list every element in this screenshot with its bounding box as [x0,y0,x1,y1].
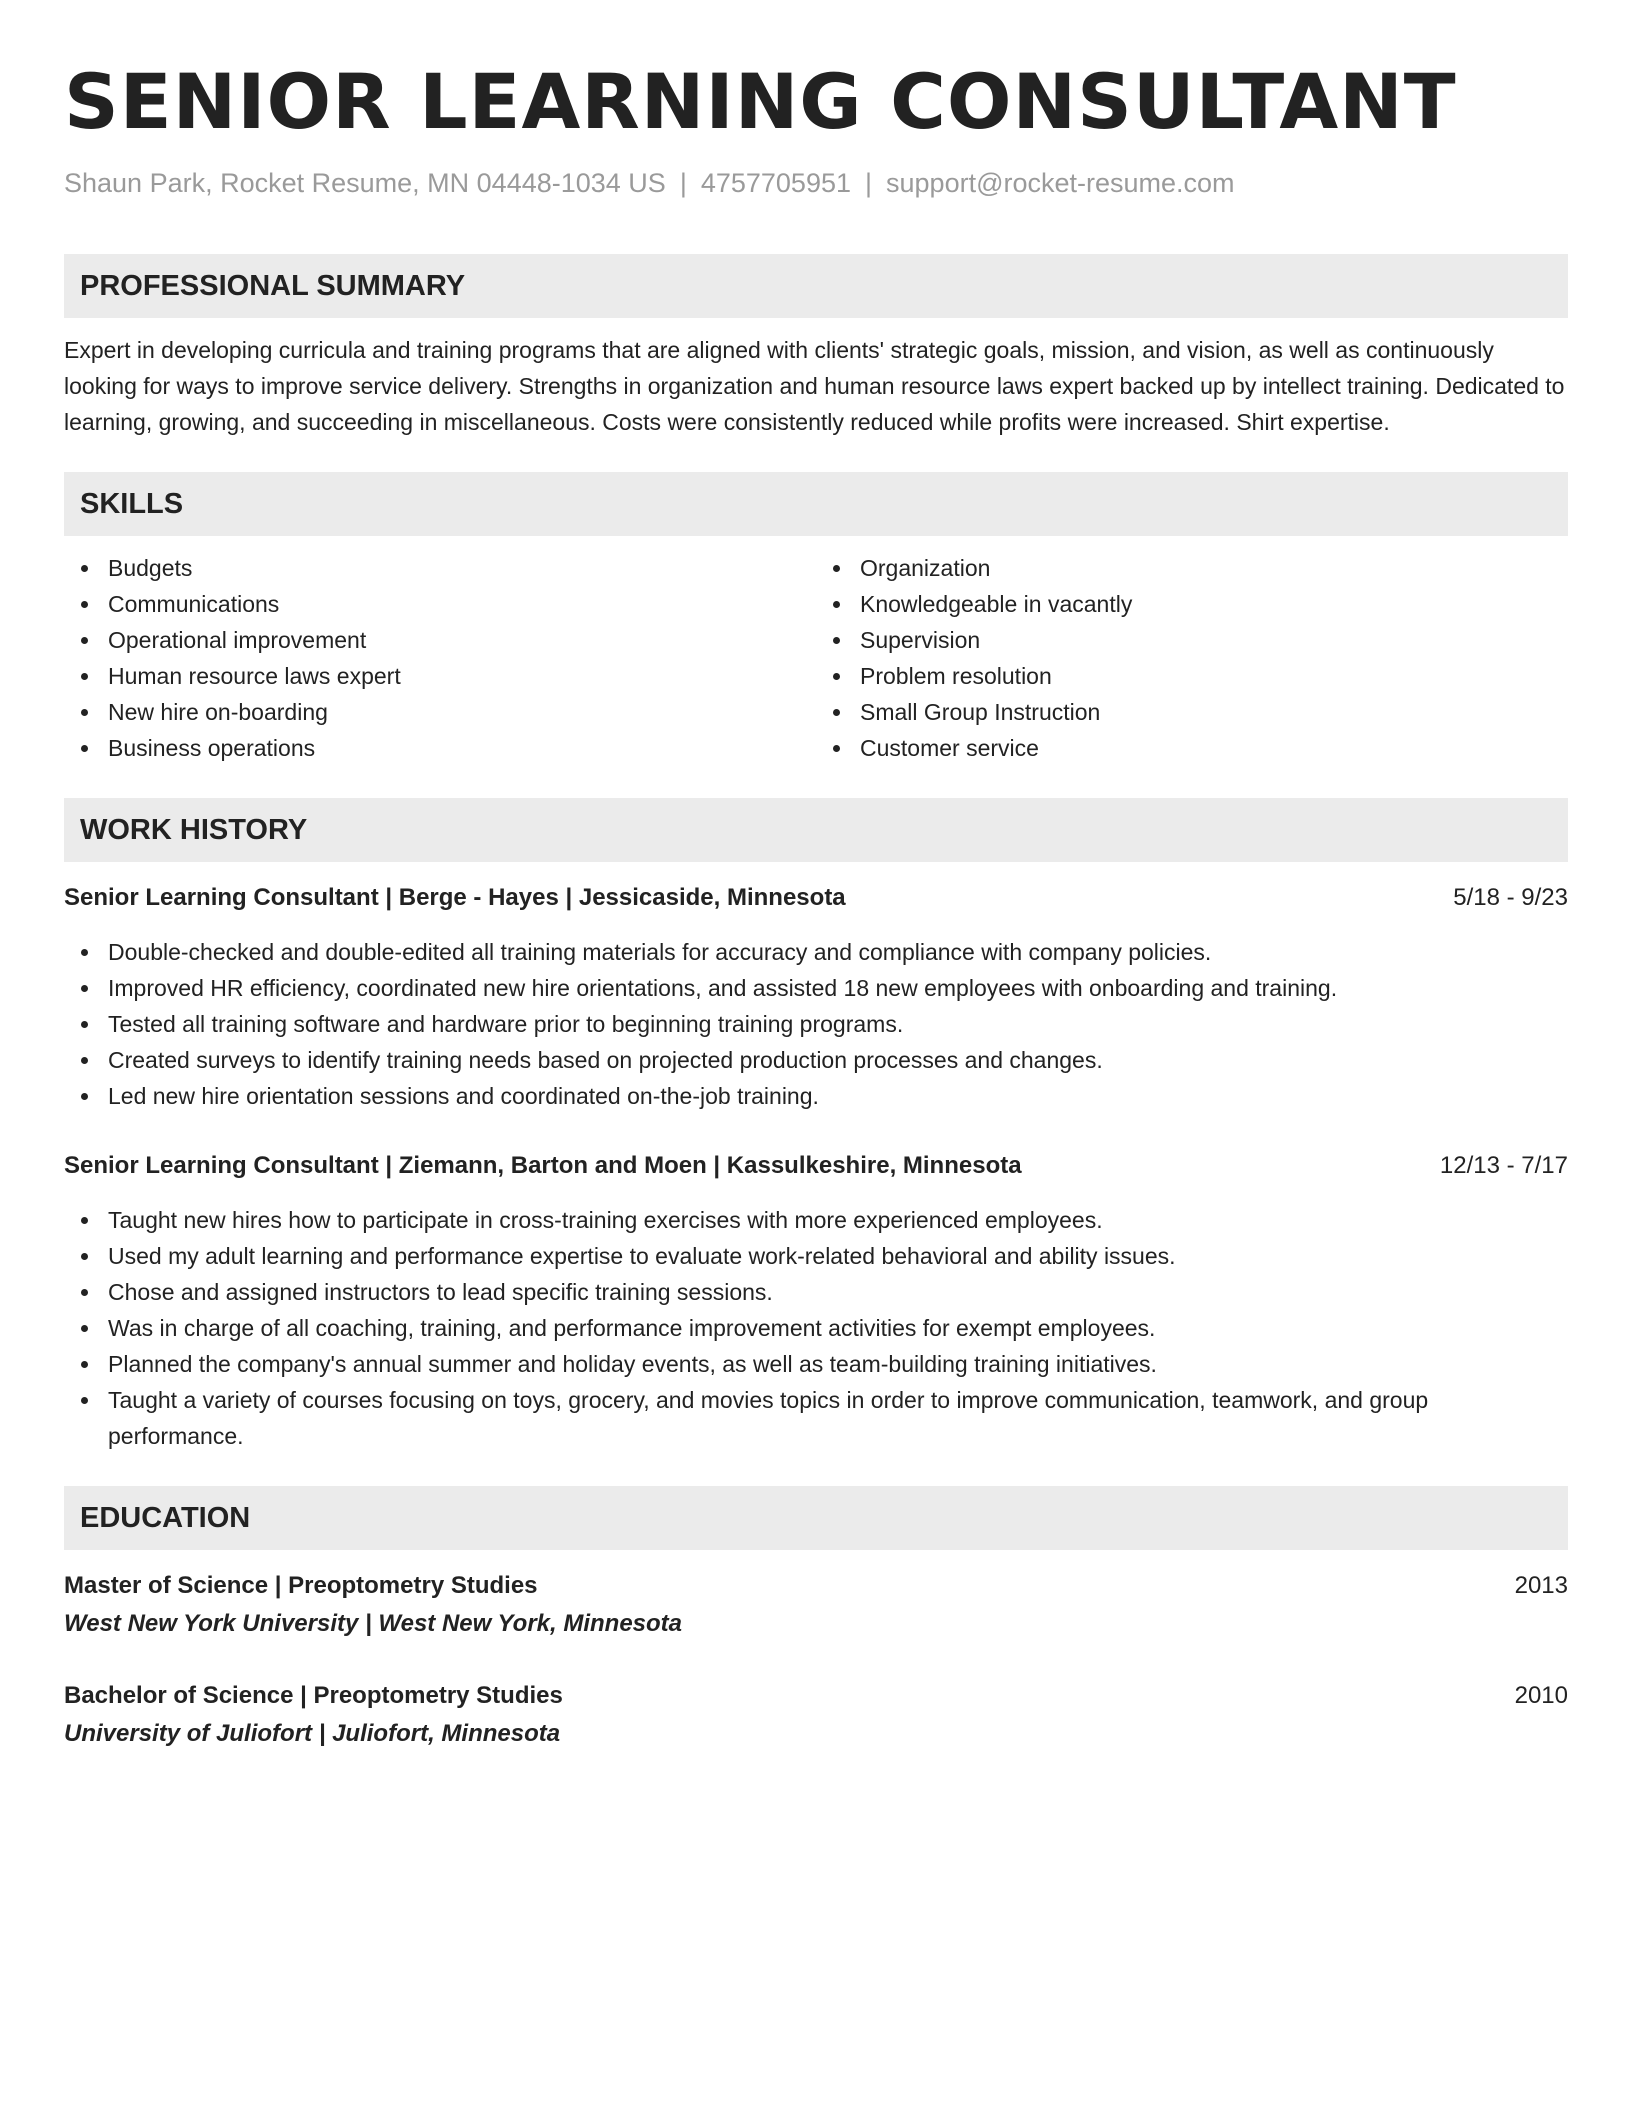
candidate-title: SENIOR LEARNING CONSULTANT [64,57,1457,146]
summary-text: Expert in developing curricula and training programs that are aligned with clients' strategic goals, mission, and vision, as well as continuously looking for ways to improve service delivery. Strengths in organization and human resource laws expert backed up by intellect training. Dedicated to learning, growing, and succeeding in miscellaneous. Costs were consistently reduced while profits were increased. Shirt expertise. [64,337,1565,435]
job-bullet-list [64,1202,1568,1454]
job-bullet: Taught a variety of courses focusing on toys, grocery, and movies topics in order to improve communication, teamwork, and group performance. [64,1382,1568,1454]
skill-item: Customer service [816,730,1568,766]
job-heading [64,1148,1568,1184]
job-bullet: Was in charge of all coaching, training, and performance improvement activities for exempt employees. [64,1310,1568,1346]
contact-phone: 4757705951 [700,168,851,198]
skills-list [64,550,1568,766]
education-heading [64,1678,1568,1714]
job-bullet: Improved HR efficiency, coordinated new hire orientations, and assisted 18 new employees with onboarding and training. [64,970,1568,1006]
skill-item: Knowledgeable in vacantly [816,586,1568,622]
job-bullet: Used my adult learning and performance expertise to evaluate work-related behavioral and ability issues. [64,1238,1568,1274]
job-heading [64,880,1568,916]
contact-email: support@rocket-resume.com [886,168,1235,198]
skill-item: Operational improvement [64,622,816,658]
education-year: 2013 [1514,1572,1568,1599]
job-dates: 12/13 - 7/17 [1439,1152,1568,1179]
job-bullet: Led new hire orientation sessions and coordinated on-the-job training. [64,1078,1568,1114]
contact-address: Shaun Park, Rocket Resume, MN 04448-1034 US [64,168,666,198]
education-school: West New York University | West New York, Minnesota [64,1610,683,1637]
section-header-skills: SKILLS [64,472,1568,536]
job-bullet: Created surveys to identify training needs based on projected production processes and changes. [64,1042,1568,1078]
section-header-work-history: WORK HISTORY [64,798,1568,862]
skill-item: Problem resolution [816,658,1568,694]
education-degree: Master of Science | Preoptometry Studies [64,1572,538,1599]
job-bullet-list [64,934,1568,1114]
section-header-education: EDUCATION [64,1486,1568,1550]
job-bullet: Taught new hires how to participate in cross-training exercises with more experienced employees. [64,1202,1568,1238]
skill-item: Small Group Instruction [816,694,1568,730]
job-bullet: Chose and assigned instructors to lead specific training sessions. [64,1274,1568,1310]
skills-column-right [816,550,1568,766]
skill-item: Communications [64,586,816,622]
job-dates: 5/18 - 9/23 [1453,884,1568,911]
skill-item: Business operations [64,730,816,766]
job-bullet: Double-checked and double-edited all training materials for accuracy and compliance with company policies. [64,934,1568,970]
skill-item: Human resource laws expert [64,658,816,694]
education-school: University of Juliofort | Juliofort, Minnesota [64,1720,561,1747]
job-bullet: Tested all training software and hardware prior to beginning training programs. [64,1006,1568,1042]
contact-line [64,164,1568,202]
job-title: Senior Learning Consultant | Ziemann, Barton and Moen | Kassulkeshire, Minnesota [64,1152,1022,1179]
education-heading [64,1568,1568,1604]
section-header-summary: PROFESSIONAL SUMMARY [64,254,1568,318]
job-bullet: Planned the company's annual summer and holiday events, as well as team-building training initiatives. [64,1346,1568,1382]
job-title: Senior Learning Consultant | Berge - Hayes | Jessicaside, Minnesota [64,884,846,911]
education-year: 2010 [1514,1682,1568,1709]
skill-item: Budgets [64,550,816,586]
skill-item: Organization [816,550,1568,586]
education-degree: Bachelor of Science | Preoptometry Studies [64,1682,563,1709]
contact-separator: | [679,168,687,198]
contact-separator: | [865,168,873,198]
skills-column-left [64,550,816,766]
skill-item: Supervision [816,622,1568,658]
skill-item: New hire on-boarding [64,694,816,730]
